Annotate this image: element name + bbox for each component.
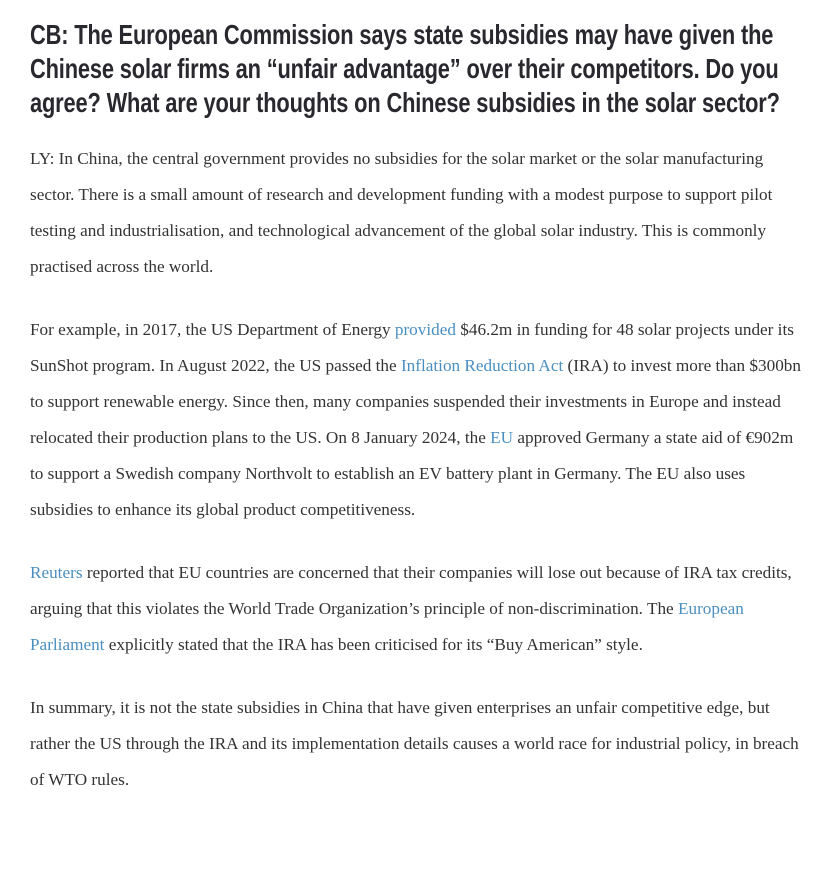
heading-line-3: agree? What are your thoughts on Chinese subsidies in the solar sector? — [30, 87, 780, 118]
link-inflation-reduction-act[interactable]: Inflation Reduction Act — [400, 356, 564, 375]
paragraph-4 — [30, 690, 810, 798]
link-european-parliament[interactable]: European Parliament — [30, 599, 744, 654]
link-eu[interactable]: EU — [490, 428, 514, 447]
paragraph-text: $46.2m in funding for 48 solar projects under its SunShot program. In August 2022, the US passed the — [30, 320, 794, 375]
paragraph-1 — [30, 141, 810, 285]
link-reuters[interactable]: Reuters — [30, 563, 83, 582]
paragraph-3 — [30, 555, 810, 663]
question-heading — [30, 18, 810, 120]
link-provided[interactable]: provided — [394, 320, 456, 339]
paragraph-2 — [30, 312, 810, 528]
paragraph-text: In summary, it is not the state subsidies in China that have given enterprises an unfair competitive edge, but rather the US through the IRA and its implementation details causes a world race for industrial policy, in breach of WTO rules. — [30, 698, 799, 789]
paragraph-text: LY: In China, the central government provides no subsidies for the solar market or the solar manufacturing sector. There is a small amount of research and development funding with a modest purpose to support pilot testing and industrialisation, and technological advancement of the global solar industry. This is commonly practised across the world. — [30, 149, 773, 276]
heading-line-1: CB: The European Commission says state subsidies may have given the — [30, 19, 774, 50]
heading-line-2: Chinese solar firms an “unfair advantage” over their competitors. Do you — [30, 53, 779, 84]
paragraph-text: For example, in 2017, the US Department of Energy — [30, 320, 395, 339]
paragraph-text: explicitly stated that the IRA has been criticised for its “Buy American” style. — [104, 635, 643, 654]
paragraph-text: reported that EU countries are concerned that their companies will lose out because of IRA tax credits, arguing that this violates the World Trade Organization’s principle of non-discrimination. The — [30, 563, 792, 618]
paragraph-text: approved Germany a state aid of €902m to support a Swedish company Northvolt to establish an EV battery plant in Germany. The EU also uses subsidies to enhance its global product competitiveness. — [30, 428, 794, 519]
article-body — [30, 141, 810, 798]
paragraph-text: (IRA) to invest more than $300bn to support renewable energy. Since then, many companies suspended their investments in Europe and instead relocated their production plans to the US. On 8 January 2024, the — [30, 356, 801, 447]
